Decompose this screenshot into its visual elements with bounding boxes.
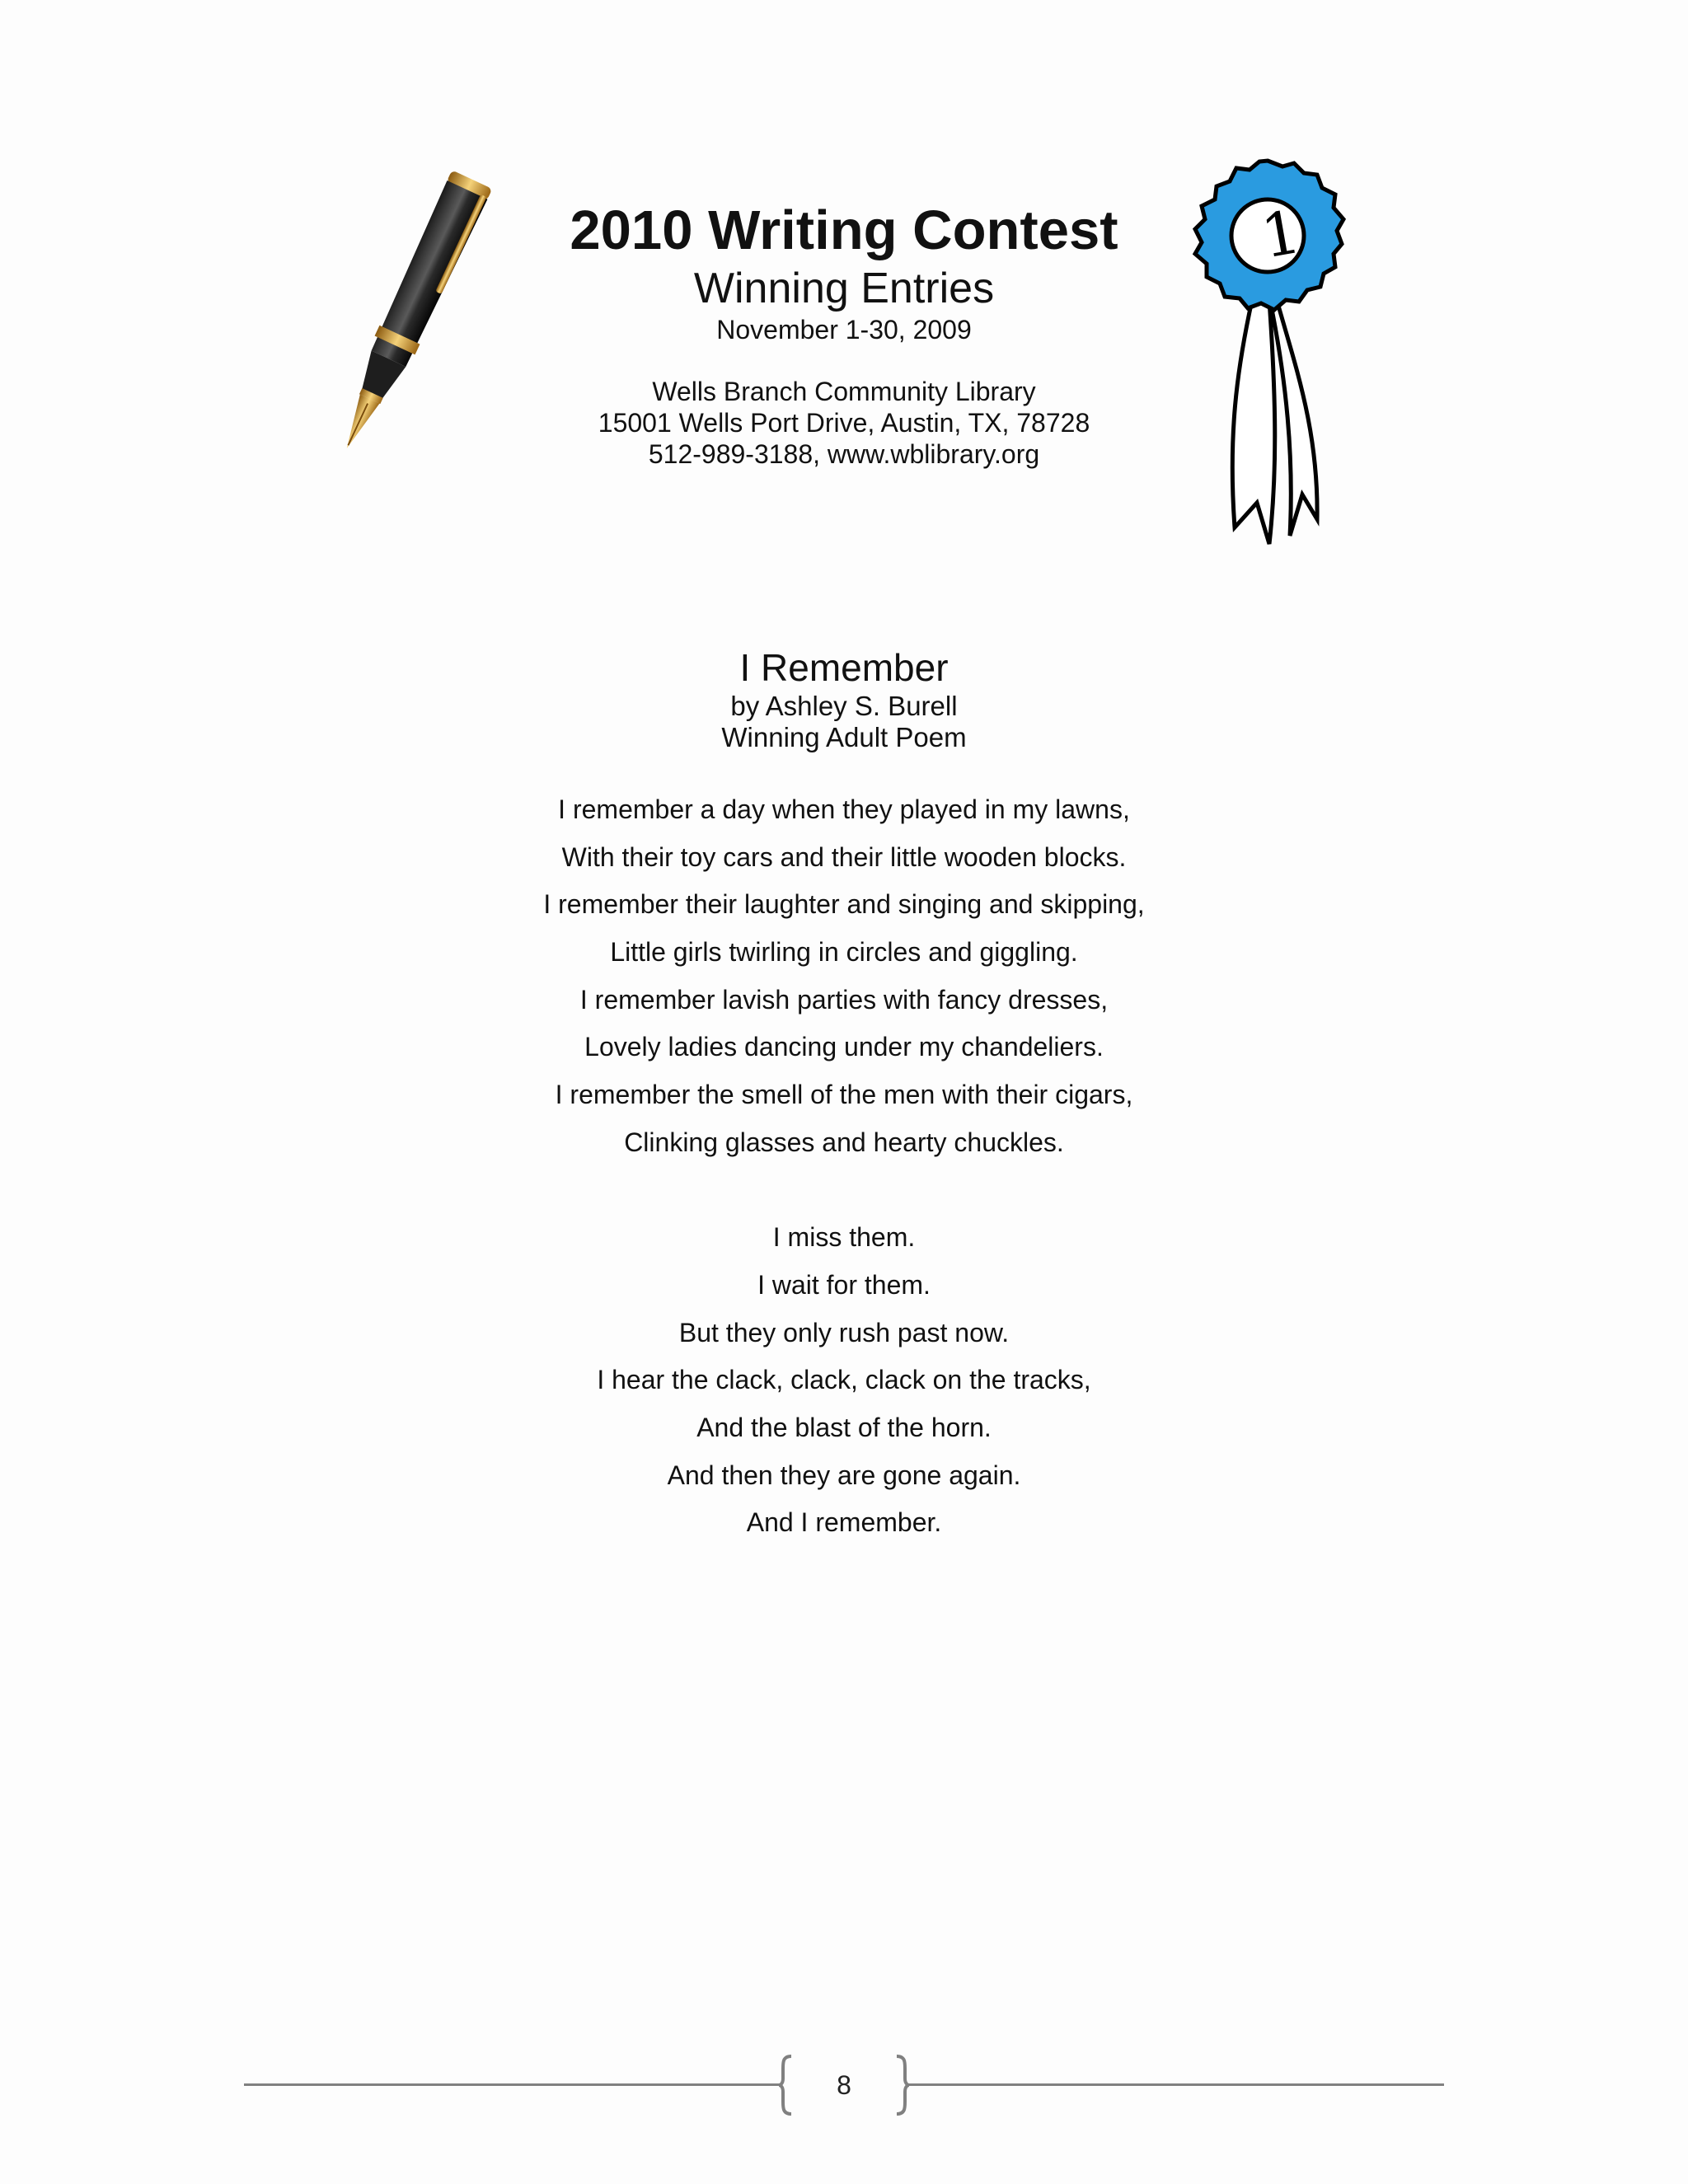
- poem-award: Winning Adult Poem: [721, 722, 967, 752]
- library-contact: 512-989-3188, www.wblibrary.org: [648, 439, 1040, 469]
- poem-title: I Remember: [739, 646, 949, 689]
- poem-line: I wait for them.: [757, 1269, 931, 1300]
- poem-author: by Ashley S. Burell: [730, 691, 958, 721]
- contest-subtitle: Winning Entries: [693, 265, 995, 312]
- poem-line: Little girls twirling in circles and giggling.: [610, 937, 1078, 968]
- poem-line: Lovely ladies dancing under my chandeliers.: [584, 1032, 1104, 1062]
- poem-line: I remember their laughter and singing and skipping,: [543, 889, 1145, 920]
- contest-dates: November 1-30, 2009: [716, 315, 972, 344]
- page-number: 8: [837, 2070, 851, 2100]
- contest-title: 2010 Writing Contest: [570, 199, 1118, 261]
- poem-heading: [0, 644, 1688, 753]
- footer-rule-left: [244, 2083, 780, 2086]
- library-name: Wells Branch Community Library: [652, 377, 1036, 406]
- poem-line: I hear the clack, clack, clack on the tracks,: [597, 1365, 1091, 1395]
- library-info: [0, 376, 1688, 470]
- poem-line: Clinking glasses and hearty chuckles.: [624, 1127, 1064, 1157]
- stanza-break: [0, 1167, 1688, 1215]
- poem-line: And then they are gone again.: [667, 1460, 1021, 1490]
- library-address: 15001 Wells Port Drive, Austin, TX, 78728: [598, 408, 1090, 438]
- poem-line: And I remember.: [746, 1507, 942, 1538]
- poem-line: I remember the smell of the men with their cigars,: [555, 1080, 1133, 1110]
- poem-line: I miss them.: [772, 1222, 916, 1253]
- poem-line: I remember lavish parties with fancy dresses,: [579, 984, 1109, 1015]
- contest-header: [0, 198, 1688, 470]
- poem-line: I remember a day when they played in my lawns,: [558, 794, 1130, 824]
- poem-line: And the blast of the horn.: [696, 1412, 992, 1442]
- poem-body: [0, 786, 1688, 1547]
- poem-line: With their toy cars and their little wooden blocks.: [561, 841, 1127, 872]
- svg-text:1: 1: [1256, 196, 1306, 272]
- footer-rule-right: [907, 2083, 1444, 2086]
- poem-line: But they only rush past now.: [678, 1317, 1010, 1347]
